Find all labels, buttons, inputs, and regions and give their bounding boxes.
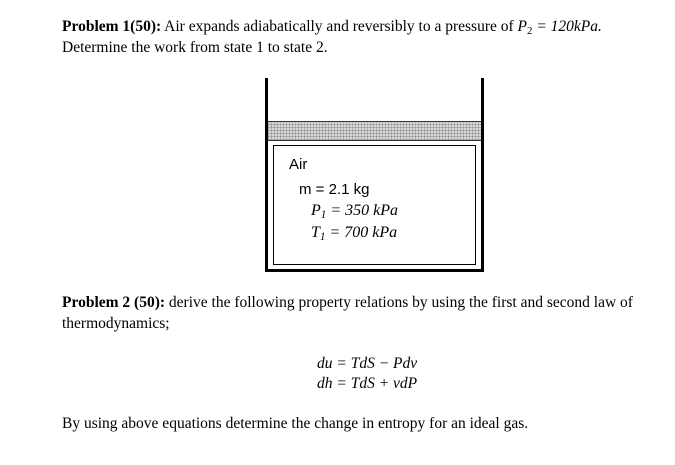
p2-value: = 120kPa.	[532, 18, 602, 35]
problem-1-statement	[62, 16, 662, 58]
initial-pressure-label	[311, 202, 398, 220]
equation-dh: dh = TdS + vdP	[317, 375, 418, 392]
problem-2-closing: By using above equations determine the change in entropy for an ideal gas.	[62, 415, 529, 432]
initial-temperature-label	[311, 224, 397, 242]
p1-value: = 350 kPa	[326, 202, 399, 219]
equation-du: du = TdS − Pdv	[317, 355, 418, 372]
t1-symbol: T	[311, 224, 320, 241]
piston	[268, 121, 481, 141]
t1-value: = 700 kPa	[325, 224, 398, 241]
mass-label: m = 2.1 kg	[299, 181, 370, 198]
gas-name-label: Air	[289, 156, 308, 173]
problem-2-heading: Problem 2 (50):	[62, 294, 166, 311]
problem-2-statement	[62, 292, 662, 334]
cylinder-bottom-wall	[265, 269, 484, 272]
cylinder-right-wall	[481, 78, 484, 272]
problem-2-text: derive the following property relations by using the first and second law of thermodynamics;	[62, 294, 633, 332]
problem-1-text: Air expands adiabatically and reversibly to a pressure of	[161, 18, 518, 35]
p1-symbol: P	[311, 202, 321, 219]
t1-subscript: 1	[319, 231, 326, 243]
p2-symbol: P	[517, 18, 528, 35]
p1-subscript: 1	[320, 209, 327, 221]
cylinder-left-wall	[265, 78, 268, 272]
problem-1-task: Determine the work from state 1 to state 2.	[62, 39, 328, 56]
p2-subscript: 2	[527, 25, 533, 37]
problem-1-heading: Problem 1(50):	[62, 18, 162, 35]
